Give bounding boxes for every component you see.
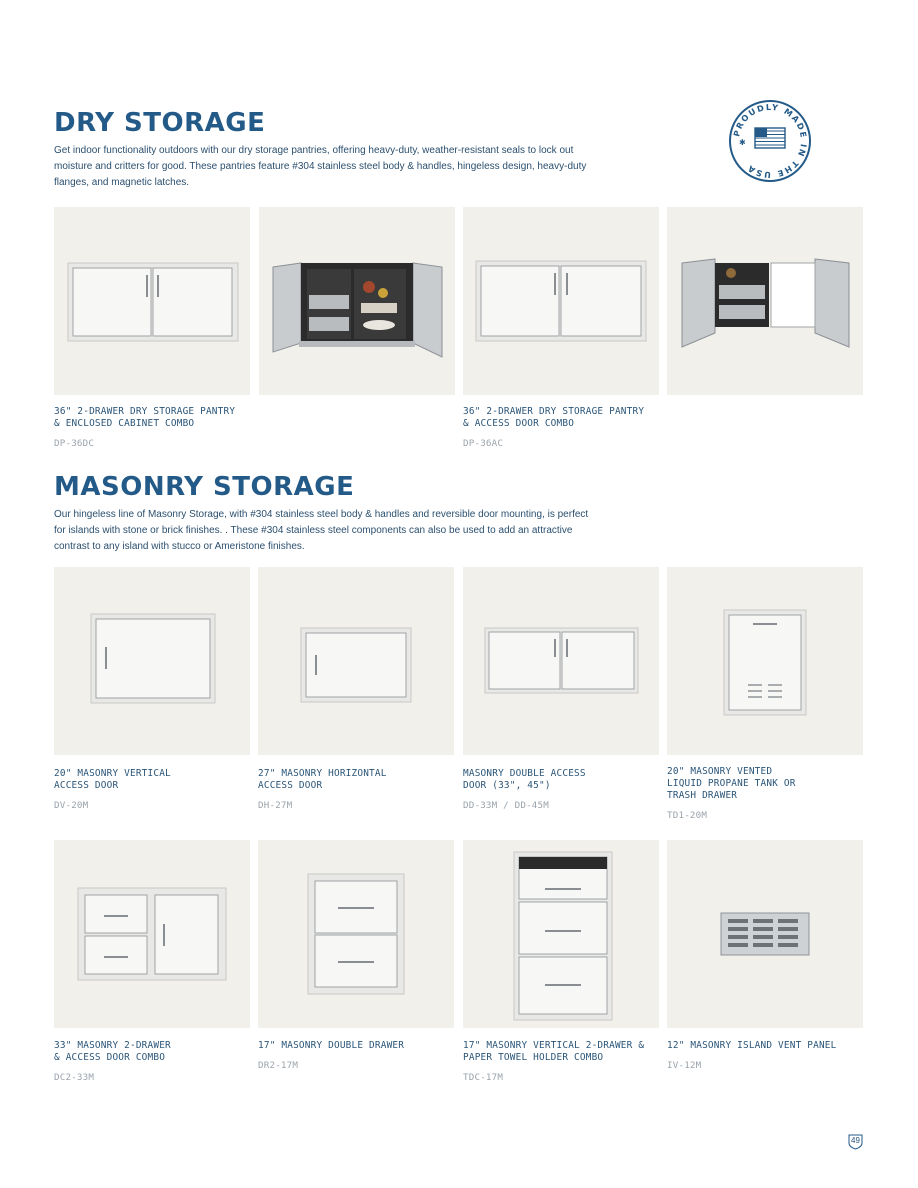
product-caption xyxy=(258,768,458,812)
product-code: DD-33M / DD-45M xyxy=(463,800,549,811)
product-image-dp-36dc-open xyxy=(259,207,455,395)
product-caption xyxy=(667,766,867,822)
product-name: 17" MASONRY VERTICAL 2-DRAWER & PAPER TOWEL HOLDER COMBO xyxy=(463,1040,645,1063)
product-name: 33" MASONRY 2-DRAWER & ACCESS DOOR COMBO xyxy=(54,1040,171,1063)
product-image-iv-12m xyxy=(667,840,863,1028)
product-image-dr2-17m xyxy=(258,840,454,1028)
product-caption xyxy=(667,1040,867,1072)
product-image-dc2-33m xyxy=(54,840,250,1028)
page-number xyxy=(847,1133,864,1150)
product-image-dv-20m xyxy=(54,567,250,755)
badge-text: PROUDLY MADE IN THE USA xyxy=(731,101,810,181)
product-code: DP-36AC xyxy=(463,438,504,449)
us-flag-icon xyxy=(755,128,785,148)
dry-storage-title: DRY STORAGE xyxy=(54,108,266,138)
product-code: DC2-33M xyxy=(54,1072,95,1083)
masonry-storage-description: Our hingeless line of Masonry Storage, with #304 stainless steel body & handles and reversible door mounting, is perfect for islands with stone or brick finishes. . These #304 stainless steel components can also be used to add an attractive contrast to any island with stucco or Ameristone finishes. xyxy=(54,509,589,552)
product-caption xyxy=(54,768,254,812)
product-image-tdc-17m xyxy=(463,840,659,1028)
product-code: DR2-17M xyxy=(258,1060,299,1071)
made-in-usa-badge xyxy=(728,99,812,183)
product-code: IV-12M xyxy=(667,1060,702,1071)
product-caption xyxy=(54,1040,254,1084)
product-caption xyxy=(258,1040,458,1072)
product-name: 17" MASONRY DOUBLE DRAWER xyxy=(258,1040,405,1051)
product-caption xyxy=(463,406,663,450)
product-name: 20" MASONRY VENTED LIQUID PROPANE TANK OR TRASH DRAWER xyxy=(667,766,796,801)
product-name: 36" 2-DRAWER DRY STORAGE PANTRY & ACCESS DOOR COMBO xyxy=(463,406,645,429)
product-name: 20" MASONRY VERTICAL ACCESS DOOR xyxy=(54,768,171,791)
page-number-text: 49 xyxy=(851,1136,860,1145)
product-code: TD1-20M xyxy=(667,810,708,821)
product-code: TDC-17M xyxy=(463,1072,504,1083)
dry-storage-description: Get indoor functionality outdoors with our dry storage pantries, offering heavy-duty, weather-resistant seals to lock out moisture and critters for good. These pantries feature #304 stainless steel body & handles, hingeless design, heavy-duty flanges, and magnetic latches. xyxy=(54,145,587,188)
product-name: 12" MASONRY ISLAND VENT PANEL xyxy=(667,1040,837,1051)
product-image-dp-36ac-open xyxy=(667,207,863,395)
svg-text:✱: ✱ xyxy=(739,138,746,147)
product-image-td1-20m xyxy=(667,567,863,755)
masonry-storage-title: MASONRY STORAGE xyxy=(54,472,355,502)
product-name: MASONRY DOUBLE ACCESS DOOR (33", 45") xyxy=(463,768,586,791)
product-image-dp-36dc-closed xyxy=(54,207,250,395)
product-image-dh-27m xyxy=(258,567,454,755)
product-code: DH-27M xyxy=(258,800,293,811)
product-caption xyxy=(463,1040,673,1084)
product-image-dd-33m xyxy=(463,567,659,755)
product-name: 36" 2-DRAWER DRY STORAGE PANTRY & ENCLOSED CABINET COMBO xyxy=(54,406,236,429)
product-caption xyxy=(463,768,663,812)
product-image-dp-36ac-closed xyxy=(463,207,659,395)
product-code: DP-36DC xyxy=(54,438,95,449)
product-code: DV-20M xyxy=(54,800,89,811)
product-name: 27" MASONRY HORIZONTAL ACCESS DOOR xyxy=(258,768,387,791)
product-caption xyxy=(54,406,254,450)
